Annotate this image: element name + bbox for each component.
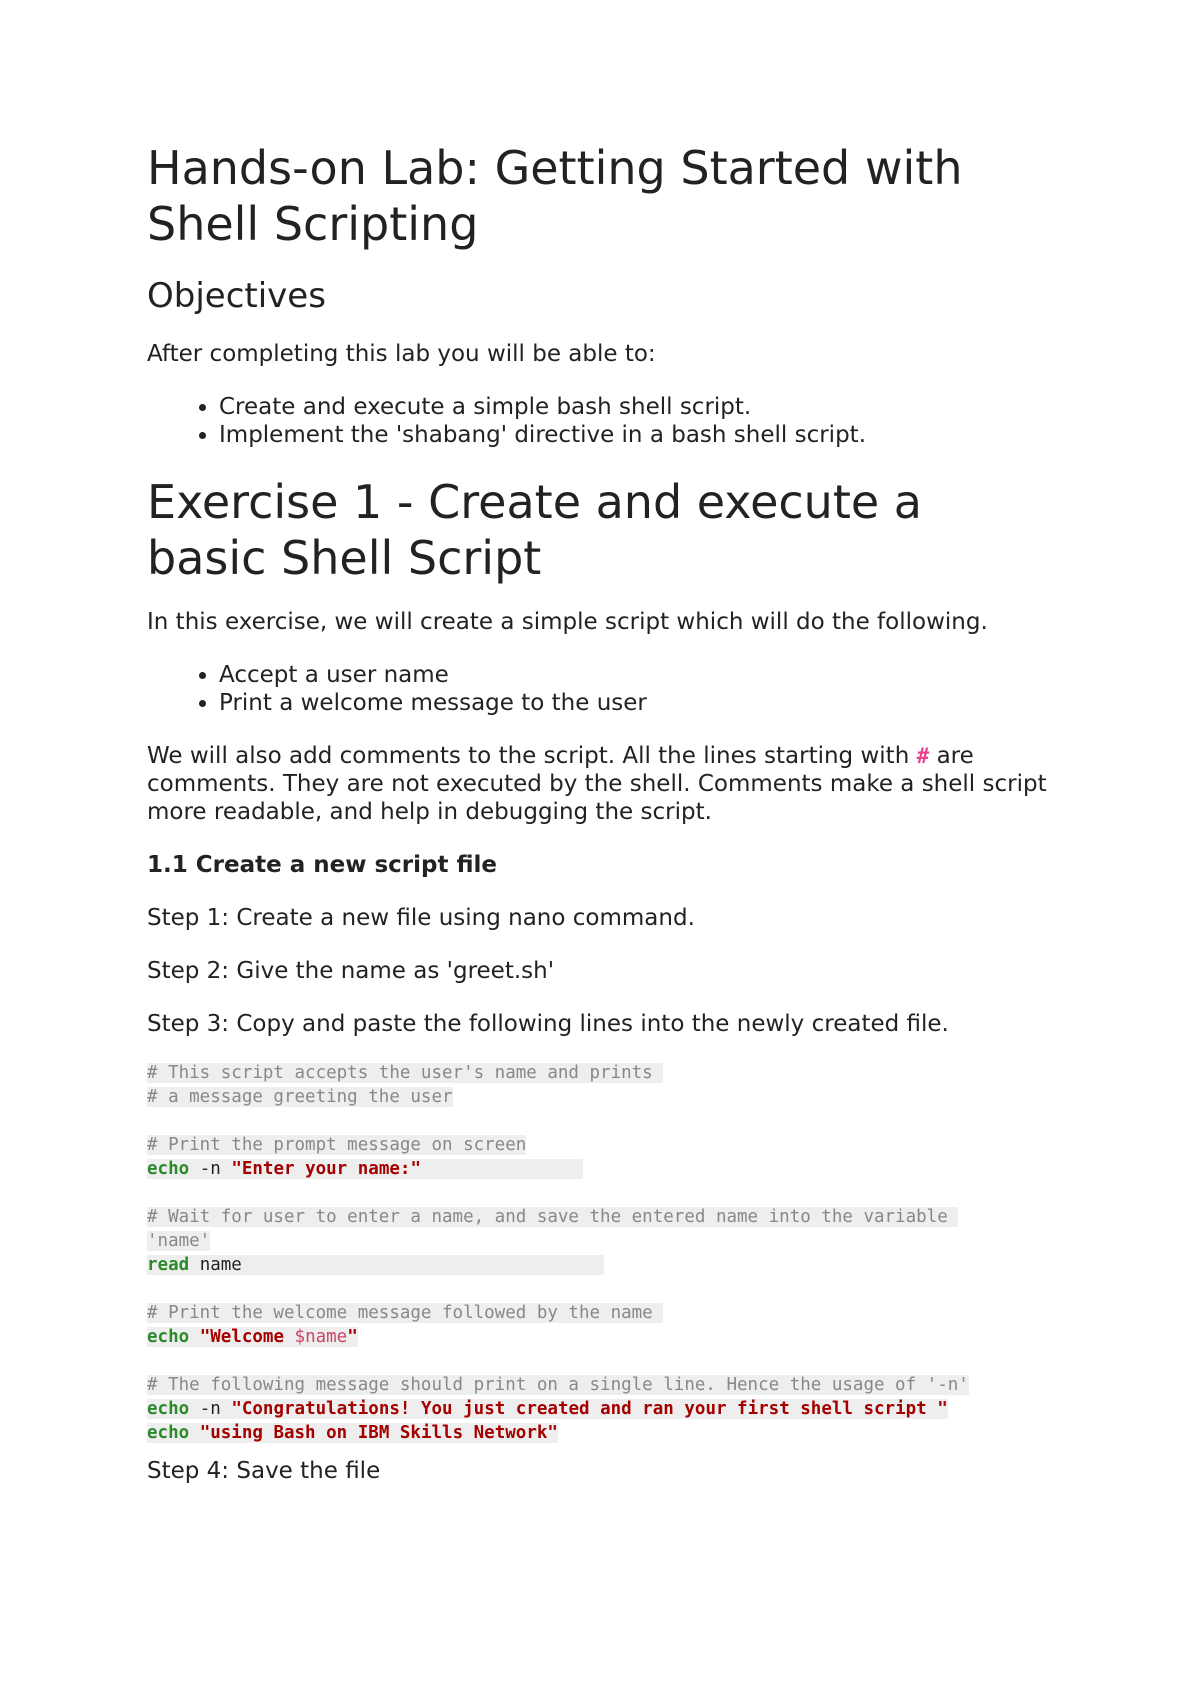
code-string: "using Bash on IBM Skills Network" [199,1423,558,1443]
code-comment: 'name' [147,1231,211,1251]
code-flag: -n [199,1399,221,1419]
code-comment: # Print the welcome message followed by the name [147,1303,664,1323]
page-title: Hands-on Lab: Getting Started with Shell Scripting [147,141,963,251]
step-4: Step 4: Save the file [147,1458,381,1484]
code-comment: # The following message should print on a single line. Hence the usage of '-n' [147,1375,969,1395]
code-string: "Congratulations! You just created and ran your first shell script " [231,1399,948,1419]
comments-paragraph [147,742,1047,826]
code-comment: # This script accepts the user's name and prints [147,1063,664,1083]
objectives-intro: After completing this lab you will be able to: [147,341,656,367]
hash-symbol: # [916,744,930,768]
code-keyword-echo: echo [147,1159,190,1179]
step-3: Step 3: Copy and paste the following lines into the newly created file. [147,1011,949,1037]
comments-text-after: are comments. They are not executed by the shell. Comments make a shell script more readable, and help in debugging the script. [147,743,1047,825]
code-comment: # a message greeting the user [147,1087,453,1107]
step-1: Step 1: Create a new file using nano command. [147,905,695,931]
code-string: " [347,1327,358,1347]
code-variable: $name [294,1327,348,1347]
code-comment: # Wait for user to enter a name, and save the entered name into the variable [147,1207,959,1227]
code-string: "Enter your name:" [231,1159,421,1179]
comments-text-before: We will also add comments to the script. All the lines starting with [147,743,910,769]
code-block [147,1061,1047,1445]
code-keyword-echo: echo [147,1327,190,1347]
code-string: "Welcome [199,1327,295,1347]
code-identifier: name [199,1255,242,1275]
code-keyword-read: read [147,1255,190,1275]
section-heading: 1.1 Create a new script file [147,852,497,878]
step-2: Step 2: Give the name as 'greet.sh' [147,958,555,984]
code-keyword-echo: echo [147,1399,190,1419]
document-page [147,140,1047,1485]
objectives-heading: Objectives [147,276,326,316]
list-item: • Implement the 'shabang' directive in a bash shell script. [219,421,1047,449]
exercise1-heading: Exercise 1 - Create and execute a basic Shell Script [147,475,922,585]
exercise1-intro: In this exercise, we will create a simple script which will do the following. [147,609,988,635]
list-item: • Accept a user name [219,661,1047,689]
list-item: • Print a welcome message to the user [219,689,1047,717]
code-flag: -n [199,1159,221,1179]
code-keyword-echo: echo [147,1423,190,1443]
objectives-list [147,393,1047,449]
code-comment: # Print the prompt message on screen [147,1135,527,1155]
list-item: • Create and execute a simple bash shell script. [219,393,1047,421]
exercise1-list [147,661,1047,717]
